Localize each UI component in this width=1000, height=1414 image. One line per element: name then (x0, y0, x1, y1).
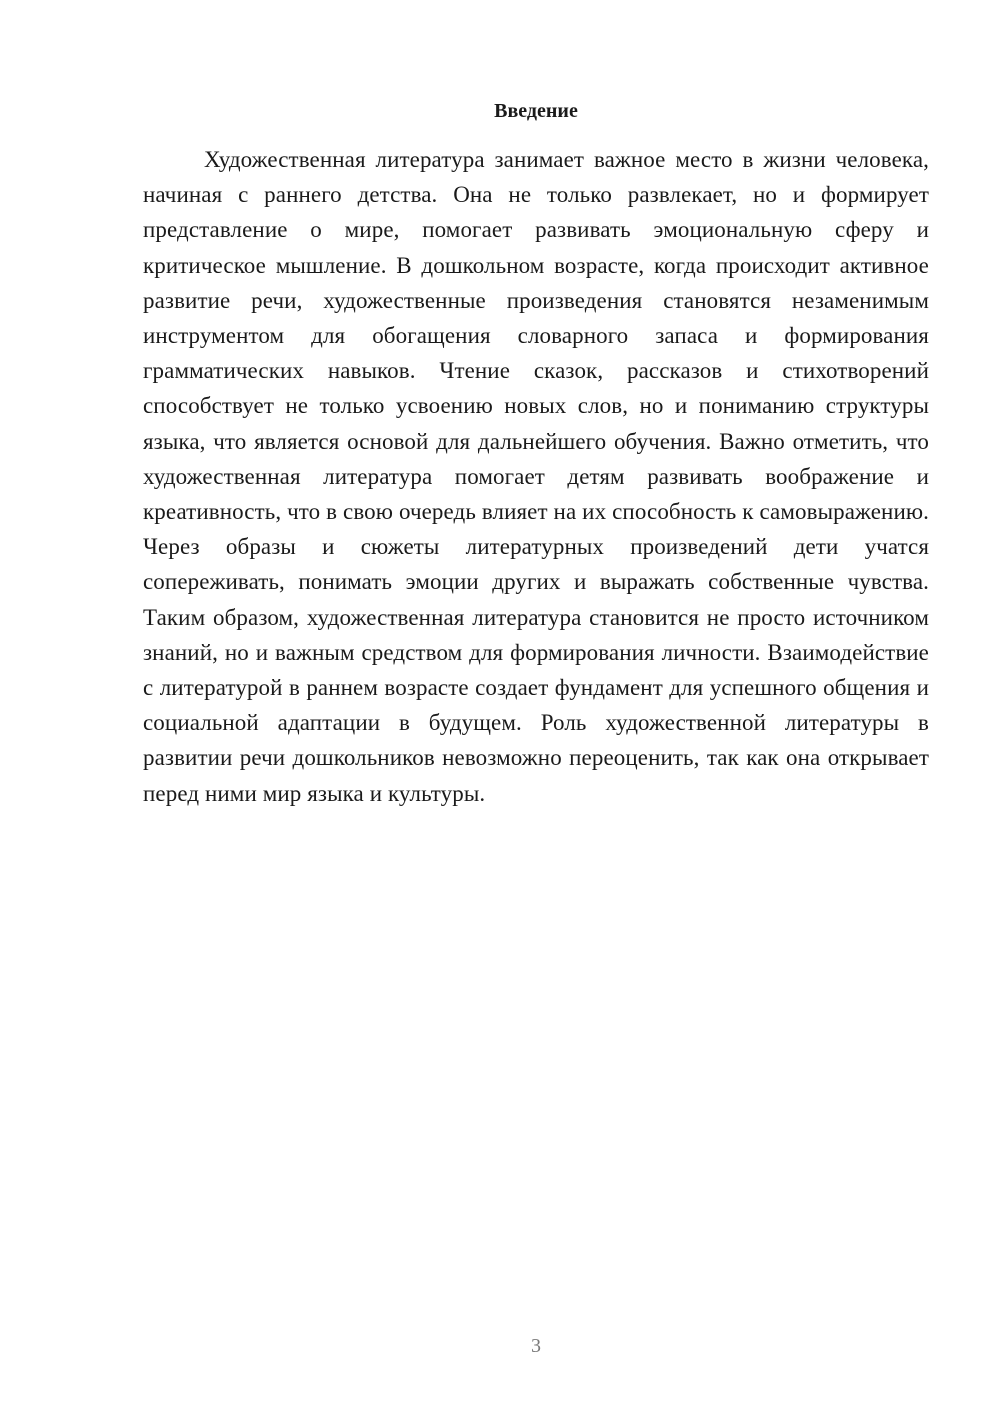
section-heading: Введение (494, 100, 578, 122)
page-number: 3 (531, 1335, 541, 1357)
body-paragraph: Художественная литература занимает важное место в жизни человека, начиная с раннего детства. Она не только развлекает, но и формирует представление о мире, помогает развивать эмоциональную сферу и критическое мышление. В дошкольном возрасте, когда происходит активное развитие речи, художественные произведения становятся незаменимым инструментом для обогащения словарного запаса и формирования грамматических навыков. Чтение сказок, рассказов и стихотворений способствует не только усвоению новых слов, но и пониманию структуры языка, что является основой для дальнейшего обучения. Важно отметить, что художественная литература помогает детям развивать воображение и креативность, что в свою очередь влияет на их способность к самовыражению. Через образы и сюжеты литературных произведений дети учатся сопереживать, понимать эмоции других и выражать собственные чувства. Таким образом, художественная литература становится не просто источником знаний, но и важным средством для формирования личности. Взаимодействие с литературой в раннем возрасте создает фундамент для успешного общения и социальной адаптации в будущем. Роль художественной литературы в развитии речи дошкольников невозможно переоценить, так как она открывает перед ними мир языка и культуры. (143, 147, 929, 806)
